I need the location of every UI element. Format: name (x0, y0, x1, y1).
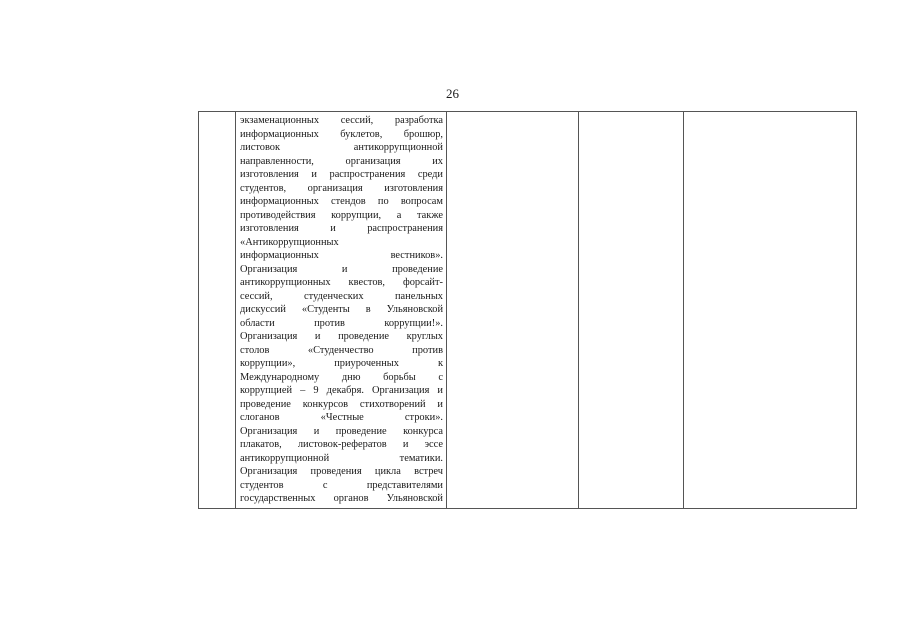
activity-line: Организация и проведение конкурса (240, 425, 443, 437)
activity-line: столов «Студенчество против (240, 344, 443, 356)
activity-line: дискуссий «Студенты в Ульяновской (240, 304, 443, 315)
activity-line: «Антикоррупционных (240, 236, 339, 248)
activity-line: государственных органов Ульяновской (240, 493, 443, 504)
page-number: 26 (446, 86, 459, 101)
activity-line: изготовления и распространения (240, 223, 443, 234)
activity-line: информационных буклетов, брошюр, (240, 128, 443, 140)
number-cell (199, 112, 236, 509)
activity-line: плакатов, листовок-рефератов и эссе (240, 439, 443, 450)
activity-line: экзаменационных сессий, разработка (240, 115, 443, 126)
table-row (199, 112, 857, 509)
empty-cell-5 (684, 112, 857, 509)
activity-line: информационных стендов по вопросам (240, 196, 443, 207)
activity-line: антикоррупционных квестов, форсайт- (240, 277, 443, 288)
activity-line: направленности, организация их (240, 155, 443, 167)
activity-line: области против коррупции!». (240, 317, 443, 329)
activity-line: слоганов «Честные строки». (240, 412, 443, 423)
activity-line: Организация и проведение (240, 263, 443, 275)
activity-line: антикоррупционной тематики. (240, 452, 443, 464)
activity-line: коррупции», приуроченных к (240, 358, 443, 369)
activity-line: листовок антикоррупционной (240, 142, 443, 153)
activity-line: Международному дню борьбы с (240, 371, 443, 383)
activity-line: сессий, студенческих панельных (240, 290, 443, 302)
activity-line: информационных вестников». (240, 250, 443, 261)
document-table (198, 111, 857, 509)
activity-line: проведение конкурсов стихотворений и (240, 398, 443, 410)
activity-text (236, 112, 446, 506)
activity-line: студентов с представителями (240, 479, 443, 491)
activity-line: Организация и проведение круглых (240, 331, 443, 342)
activity-line: противодействия коррупции, а также (240, 209, 443, 221)
activity-line: коррупцией – 9 декабря. Организация и (240, 385, 443, 396)
activity-line: изготовления и распространения среди (240, 169, 443, 180)
activity-line: Организация проведения цикла встреч (240, 466, 443, 477)
empty-cell-3 (447, 112, 579, 509)
activity-line: студентов, организация изготовления (240, 182, 443, 194)
activity-cell (236, 112, 447, 509)
empty-cell-4 (579, 112, 684, 509)
